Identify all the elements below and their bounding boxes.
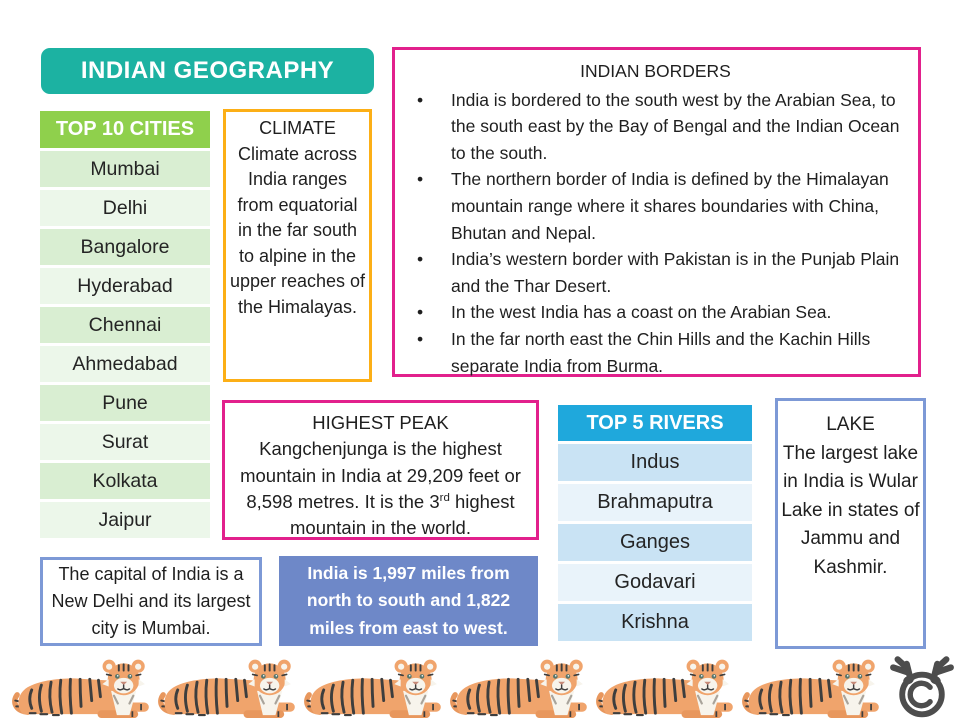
table-row: Mumbai (40, 151, 210, 187)
table-row: Jaipur (40, 502, 210, 538)
bullet-text: The northern border of India is defined by the Himalayan mountain range where it shares boundaries with China, Bhutan and Nepal. (451, 169, 889, 243)
table-row: Indus (558, 444, 752, 481)
bullet-marker (403, 326, 451, 379)
climate-box (223, 109, 372, 382)
distance-text: India is 1,997 miles from north to south and 1,822 miles from east to west. (306, 563, 511, 638)
capital-text: The capital of India is a New Delhi and its largest city is Mumbai. (51, 564, 251, 638)
lake-title: LAKE (826, 414, 875, 435)
highest-peak-box (222, 400, 539, 540)
table-row: Krishna (558, 604, 752, 641)
table-row: Godavari (558, 564, 752, 601)
bullet-text: India is bordered to the south west by the Arabian Sea, to the south east by the Bay of Bengal and the Indian Ocean to the south. (451, 89, 900, 163)
top-10-cities-table (40, 111, 210, 541)
rivers-table-header: TOP 5 RIVERS (558, 405, 752, 441)
moose-copyright-icon (886, 653, 958, 718)
tiger-icon (448, 658, 594, 718)
bullet-text: In the far north east the Chin Hills and the Kachin Hills separate India from Burma. (451, 328, 871, 376)
bullet-marker (403, 87, 451, 167)
table-row: Ahmedabad (40, 346, 210, 382)
tiger-icon (156, 658, 302, 718)
bullet-marker (403, 246, 451, 299)
table-row: Surat (40, 424, 210, 460)
table-row: Ganges (558, 524, 752, 561)
table-row: Kolkata (40, 463, 210, 499)
tiger-icon (594, 658, 740, 718)
peak-ordinal-suffix: rd (439, 491, 450, 504)
climate-body: Climate across India ranges from equatorial in the far south to alpine in the upper reaches of the Himalayas. (229, 143, 366, 317)
lake-box (775, 398, 926, 649)
peak-body-post: highest mountain in the world. (290, 490, 515, 539)
list-item (403, 326, 908, 379)
tiger-icon (302, 658, 448, 718)
cities-table-header: TOP 10 CITIES (40, 111, 210, 148)
distance-box (279, 556, 538, 646)
table-row: Bangalore (40, 229, 210, 265)
list-item (403, 246, 908, 299)
capital-box (40, 557, 262, 646)
tiger-icon (10, 658, 156, 718)
slide-title-box (41, 48, 374, 94)
indian-borders-box (392, 47, 921, 377)
table-row: Pune (40, 385, 210, 421)
bullet-text: India’s western border with Pakistan is in the Punjab Plain and the Thar Desert. (451, 249, 900, 296)
tiger-icon (740, 658, 886, 718)
table-row: Brahmaputra (558, 484, 752, 521)
slide-title: INDIAN GEOGRAPHY (80, 57, 335, 84)
peak-body (225, 436, 536, 541)
table-row: Delhi (40, 190, 210, 226)
climate-title: CLIMATE (259, 118, 336, 138)
bullet-marker (403, 299, 451, 326)
bullet-text: In the west India has a coast on the Arabian Sea. (451, 302, 832, 323)
peak-body-pre: Kangchenjunga is the highest mountain in India at 29,209 feet or 8,598 metres. It is the 3 (240, 438, 521, 512)
peak-title: HIGHEST PEAK (312, 412, 449, 433)
list-item (403, 87, 908, 167)
list-item (403, 299, 908, 326)
table-row: Chennai (40, 307, 210, 343)
list-item (403, 166, 908, 246)
lake-body: The largest lake in India is Wular Lake in states of Jammu and Kashmir. (781, 442, 920, 578)
bullet-marker (403, 166, 451, 246)
table-row: Hyderabad (40, 268, 210, 304)
borders-title: INDIAN BORDERS (580, 61, 731, 81)
footer-animal-strip (10, 651, 956, 718)
top-5-rivers-table (558, 405, 752, 644)
